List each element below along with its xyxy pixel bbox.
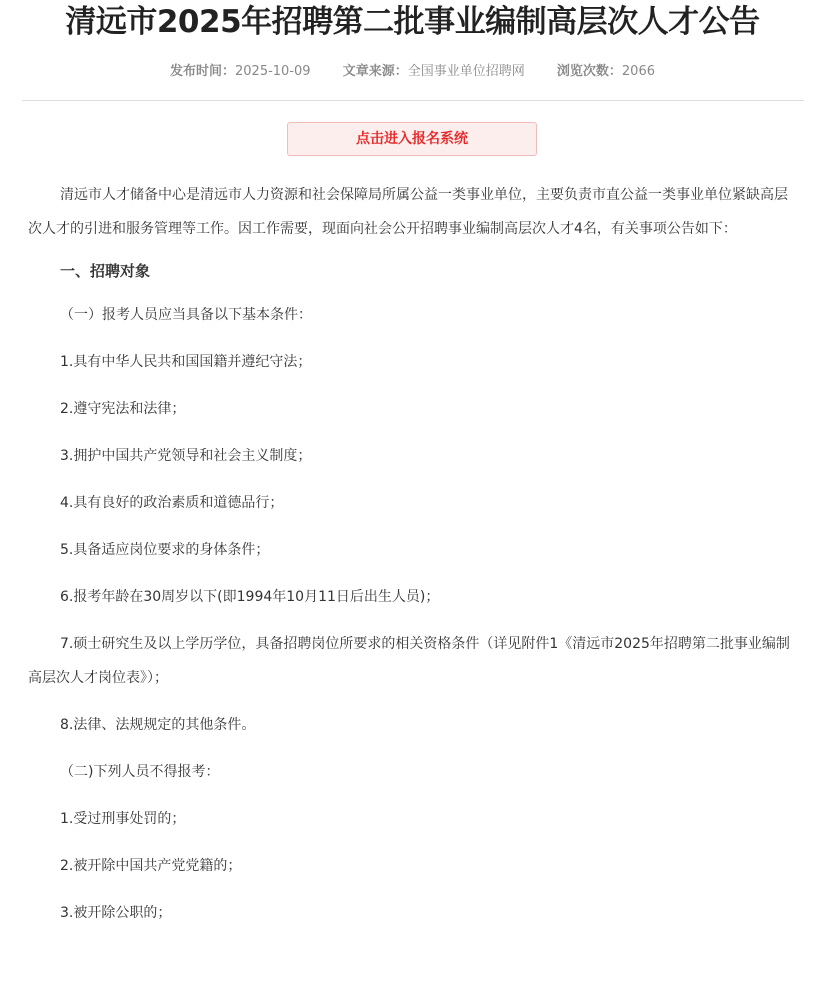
section-heading-recruitment-target: 一、招聘对象: [60, 262, 151, 280]
article-meta: [0, 62, 825, 82]
header-divider: [22, 100, 804, 101]
condition-item: 8.法律、法规规定的其他条件。: [60, 717, 256, 733]
view-count-label: 浏览次数：: [556, 64, 622, 79]
view-count-value: 2066: [621, 64, 655, 79]
exclusion-item: 1.受过刑事处罚的；: [60, 811, 186, 827]
article-source-label: 文章来源：: [342, 64, 408, 79]
condition-item: 2.遵守宪法和法律；: [60, 401, 186, 417]
article-source: [343, 62, 525, 82]
exclusion-item: 3.被开除公职的；: [60, 905, 172, 921]
condition-item: 6.报考年龄在30周岁以下(即1994年10月11日后出生人员)；: [60, 589, 440, 605]
publish-time-value: 2025-10-09: [235, 64, 311, 79]
condition-item: 1.具有中华人民共和国国籍并遵纪守法；: [60, 354, 312, 370]
article-body: [28, 178, 798, 943]
condition-item: 3.拥护中国共产党领导和社会主义制度；: [60, 448, 312, 464]
condition-item: 5.具备适应岗位要求的身体条件；: [60, 542, 270, 558]
publish-time-label: 发布时间：: [170, 64, 236, 79]
publish-time: [170, 62, 311, 82]
article-source-value: 全国事业单位招聘网: [407, 64, 525, 79]
condition-item: 4.具有良好的政治素质和道德品行；: [60, 495, 284, 511]
signup-system-button[interactable]: 点击进入报名系统: [287, 122, 537, 156]
intro-paragraph: 清远市人才储备中心是清远市人力资源和社会保障局所属公益一类事业单位，主要负责市直公益一类事业单位紧缺高层次人才的引进和服务管理等工作。因工作需要，现面向社会公开招聘事业编制高层次人才4名，有关事项公告如下：: [28, 187, 788, 237]
subsection-heading-basic-conditions: （一）报考人员应当具备以下基本条件：: [60, 307, 312, 323]
condition-item: 7.硕士研究生及以上学历学位，具备招聘岗位所要求的相关资格条件（详见附件1《清远市2025年招聘第二批事业编制高层次人才岗位表》）；: [28, 636, 790, 686]
exclusion-item: 2.被开除中国共产党党籍的；: [60, 858, 242, 874]
subsection-heading-excluded-persons: （二)下列人员不得报考：: [60, 764, 220, 780]
view-count: [557, 62, 655, 82]
article-title: 清远市2025年招聘第二批事业编制高层次人才公告: [65, 4, 760, 40]
